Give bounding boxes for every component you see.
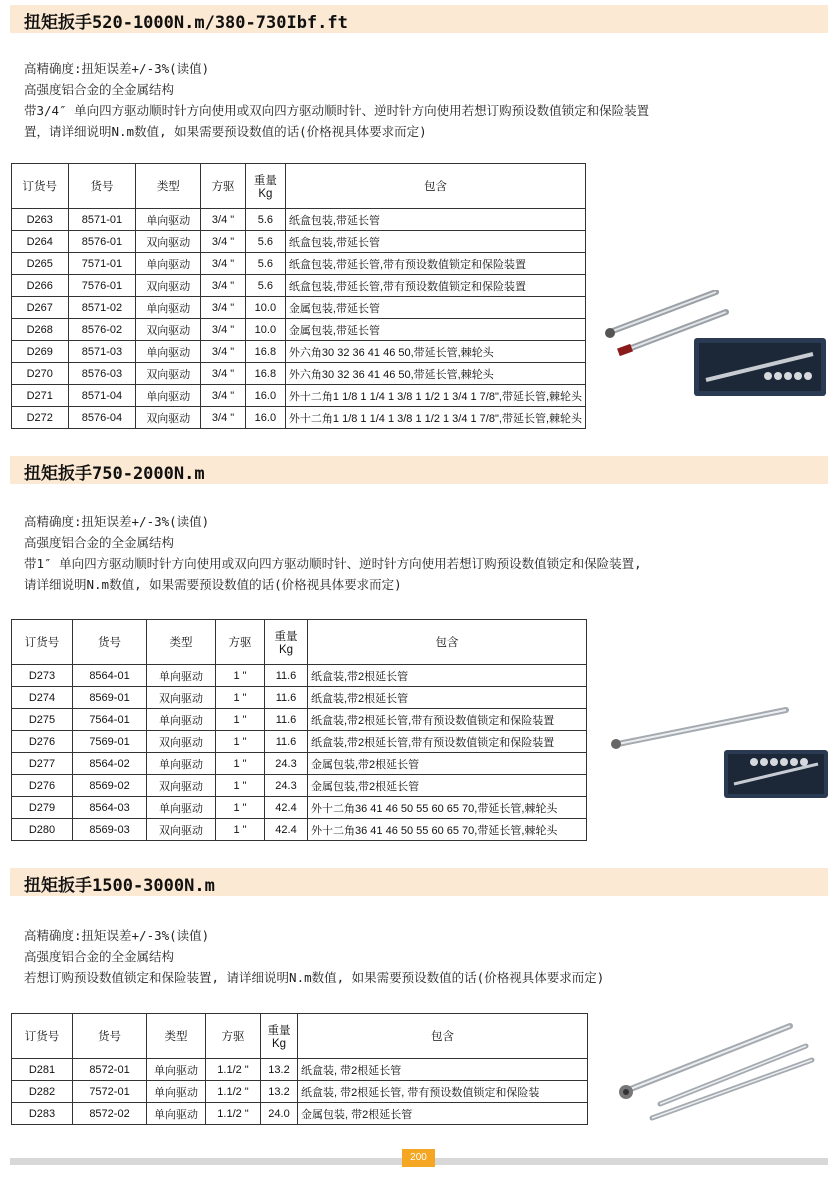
col-weight [245,164,285,209]
desc-line: 带3/4″ 单向四方驱动顺时针方向使用或双向四方驱动顺时针、逆时针方向使用若想订购预设数值锁定和保险装置 [24,103,650,118]
cell-drive: 3/4 " [201,385,246,407]
table-row [12,231,586,253]
wrench-long [611,710,786,749]
cell-code: 8564-01 [73,665,147,687]
section-header-1 [10,5,828,33]
table-row [12,819,587,841]
desc-line: 若想订购预设数值锁定和保险装置, 请详细说明N.m数值, 如果需要预设数值的话(价格视具体要求而定) [24,970,605,985]
table-row [12,1059,588,1081]
table-row [12,731,587,753]
cell-order: D276 [12,731,73,753]
section-title: 扭矩扳手750-2000N.m [24,464,205,484]
cell-type: 单向驱动 [136,297,201,319]
cell-type: 单向驱动 [147,753,216,775]
table-row [12,319,586,341]
cell-code: 8571-02 [68,297,136,319]
spec-table-2 [11,619,587,841]
desc-line: 请详细说明N.m数值, 如果需要预设数值的话(价格视具体要求而定) [24,577,402,592]
metal-case [694,338,826,396]
table-row [12,1081,588,1103]
cell-type: 双向驱动 [136,231,201,253]
cell-weight: 16.0 [245,385,285,407]
cell-pack: 外十二角36 41 46 50 55 60 65 70,带延长管,棘轮头 [308,819,587,841]
cell-code: 7576-01 [68,275,136,297]
cell-weight: 13.2 [261,1059,298,1081]
cell-weight: 11.6 [265,709,308,731]
cell-code: 8576-02 [68,319,136,341]
cell-type: 单向驱动 [147,1059,206,1081]
cell-order: D270 [12,363,69,385]
cell-drive: 3/4 " [201,209,246,231]
cell-weight: 24.0 [261,1103,298,1125]
section-description [24,511,642,595]
col-drive: 方驱 [216,620,265,665]
cell-order: D265 [12,253,69,275]
cell-weight: 16.8 [245,363,285,385]
cell-pack: 纸盒装,带2根延长管,带有预设数值锁定和保险装置 [308,731,587,753]
cell-weight: 5.6 [245,253,285,275]
col-drive: 方驱 [201,164,246,209]
cell-pack: 外十二角1 1/8 1 1/4 1 3/8 1 1/2 1 3/4 1 7/8",带延长管,棘轮头 [285,407,585,429]
cell-order: D283 [12,1103,73,1125]
col-type: 类型 [147,1014,206,1059]
cell-code: 8569-01 [73,687,147,709]
section-header-3 [10,868,828,896]
cell-pack: 金属包装,带2根延长管 [308,775,587,797]
cell-order: D279 [12,797,73,819]
weight-unit: Kg [278,644,294,656]
cell-order: D280 [12,819,73,841]
cell-drive: 1 " [216,687,265,709]
cell-pack: 外六角30 32 36 41 46 50,带延长管,棘轮头 [285,363,585,385]
cell-weight: 11.6 [265,731,308,753]
cell-drive: 3/4 " [201,363,246,385]
cell-code: 8576-04 [68,407,136,429]
weight-label: 重量 [267,1025,291,1037]
table-row [12,385,586,407]
col-code: 货号 [73,1014,147,1059]
cell-drive: 3/4 " [201,341,246,363]
cell-type: 单向驱动 [147,665,216,687]
cell-code: 8572-01 [73,1059,147,1081]
table-row [12,1103,588,1125]
cell-code: 8571-04 [68,385,136,407]
torque-wrench-1-5in-photo [610,1020,822,1124]
cell-drive: 1 " [216,665,265,687]
cell-type: 单向驱动 [136,209,201,231]
cell-code: 8564-02 [73,753,147,775]
cell-type: 双向驱动 [147,731,216,753]
torque-wrench-set-photo [598,290,830,400]
cell-pack: 外十二角36 41 46 50 55 60 65 70,带延长管,棘轮头 [308,797,587,819]
cell-weight: 11.6 [265,687,308,709]
table-row [12,363,586,385]
cell-type: 双向驱动 [136,319,201,341]
cell-type: 双向驱动 [147,687,216,709]
cell-pack: 外十二角1 1/8 1 1/4 1 3/8 1 1/2 1 3/4 1 7/8",带延长管,棘轮头 [285,385,585,407]
cell-type: 单向驱动 [147,709,216,731]
section-description [24,58,649,142]
cell-drive: 1 " [216,731,265,753]
desc-line: 高精确度:扭矩误差+/-3%(读值) [24,61,210,76]
cell-pack: 纸盒包装,带延长管 [285,231,585,253]
desc-line: 高强度铝合金的全金属结构 [24,535,175,550]
col-drive: 方驱 [206,1014,261,1059]
cell-order: D276 [12,775,73,797]
weight-label: 重量 [253,175,277,187]
cell-order: D269 [12,341,69,363]
table-row [12,709,587,731]
desc-line: 置，请详细说明N.m数值, 如果需要预设数值的话(价格视具体要求而定) [24,124,427,139]
spec-table-3 [11,1013,588,1125]
cell-drive: 3/4 " [201,407,246,429]
col-pack: 包含 [285,164,585,209]
cell-order: D277 [12,753,73,775]
cell-weight: 5.6 [245,231,285,253]
desc-line: 高强度铝合金的全金属结构 [24,949,175,964]
cell-drive: 1 " [216,819,265,841]
table-row [12,753,587,775]
cell-pack: 纸盒装,带2根延长管 [308,687,587,709]
cell-pack: 外六角30 32 36 41 46 50,带延长管,棘轮头 [285,341,585,363]
cell-order: D273 [12,665,73,687]
cell-type: 单向驱动 [136,385,201,407]
wrench-1 [605,292,716,338]
cell-type: 双向驱动 [136,407,201,429]
cell-order: D281 [12,1059,73,1081]
cell-drive: 3/4 " [201,253,246,275]
cell-pack: 金属包装,带延长管 [285,319,585,341]
table-row [12,253,586,275]
cell-type: 双向驱动 [147,819,216,841]
cell-code: 8571-01 [68,209,136,231]
col-weight [261,1014,298,1059]
table-row [12,407,586,429]
cell-order: D263 [12,209,69,231]
cell-type: 双向驱动 [136,275,201,297]
cell-code: 7564-01 [73,709,147,731]
cell-drive: 3/4 " [201,297,246,319]
col-pack: 包含 [298,1014,588,1059]
cell-order: D271 [12,385,69,407]
table-row [12,665,587,687]
col-weight [265,620,308,665]
cell-weight: 42.4 [265,797,308,819]
col-order: 订货号 [12,1014,73,1059]
cell-type: 双向驱动 [136,363,201,385]
cell-code: 8569-02 [73,775,147,797]
cell-drive: 1 " [216,709,265,731]
cell-pack: 纸盒装, 带2根延长管, 带有预设数值锁定和保险装 [298,1081,588,1103]
cell-order: D275 [12,709,73,731]
cell-pack: 金属包装, 带2根延长管 [298,1103,588,1125]
col-pack: 包含 [308,620,587,665]
table-header-row [12,164,586,209]
cell-weight: 11.6 [265,665,308,687]
cell-type: 单向驱动 [147,1081,206,1103]
section-description [24,925,604,988]
table-row [12,275,586,297]
cell-code: 8571-03 [68,341,136,363]
cell-drive: 1.1/2 " [206,1059,261,1081]
cell-code: 7572-01 [73,1081,147,1103]
table-row [12,797,587,819]
cell-pack: 金属包装,带延长管 [285,297,585,319]
cell-weight: 24.3 [265,753,308,775]
cell-weight: 16.8 [245,341,285,363]
cell-code: 7571-01 [68,253,136,275]
cell-pack: 纸盒装, 带2根延长管 [298,1059,588,1081]
cell-code: 8572-02 [73,1103,147,1125]
section-header-2 [10,456,828,484]
cell-drive: 1 " [216,775,265,797]
desc-line: 高精确度:扭矩误差+/-3%(读值) [24,928,210,943]
cell-order: D266 [12,275,69,297]
section-title: 扭矩扳手1500-3000N.m [24,876,215,896]
cell-code: 8576-01 [68,231,136,253]
cell-weight: 5.6 [245,275,285,297]
cell-type: 单向驱动 [147,797,216,819]
cell-code: 8564-03 [73,797,147,819]
cell-drive: 1.1/2 " [206,1081,261,1103]
cell-drive: 1.1/2 " [206,1103,261,1125]
cell-weight: 24.3 [265,775,308,797]
cell-drive: 3/4 " [201,275,246,297]
cell-drive: 3/4 " [201,231,246,253]
cell-code: 8569-03 [73,819,147,841]
cell-order: D282 [12,1081,73,1103]
col-order: 订货号 [12,164,69,209]
table-row [12,775,587,797]
cell-pack: 纸盒包装,带延长管,带有预设数值锁定和保险装置 [285,253,585,275]
table-row [12,687,587,709]
cell-weight: 5.6 [245,209,285,231]
col-type: 类型 [136,164,201,209]
cell-type: 单向驱动 [147,1103,206,1125]
cell-weight: 13.2 [261,1081,298,1103]
cell-code: 8576-03 [68,363,136,385]
table-header-row [12,620,587,665]
col-order: 订货号 [12,620,73,665]
desc-line: 高强度铝合金的全金属结构 [24,82,175,97]
cell-weight: 42.4 [265,819,308,841]
cell-pack: 纸盒装,带2根延长管 [308,665,587,687]
cell-pack: 纸盒包装,带延长管,带有预设数值锁定和保险装置 [285,275,585,297]
torque-wrench-1in-photo [604,704,830,800]
page-number: 200 [402,1149,435,1167]
cell-type: 双向驱动 [147,775,216,797]
weight-label: 重量 [274,631,298,643]
cell-weight: 16.0 [245,407,285,429]
cell-order: D272 [12,407,69,429]
table-row [12,341,586,363]
section-title: 扭矩扳手520-1000N.m/380-730Ibf.ft [24,13,348,33]
cell-pack: 纸盒包装,带延长管 [285,209,585,231]
cell-order: D264 [12,231,69,253]
spec-table-1 [11,163,586,429]
metal-case [724,750,828,798]
cell-drive: 1 " [216,753,265,775]
weight-unit: Kg [271,1038,287,1050]
col-code: 货号 [73,620,147,665]
cell-order: D267 [12,297,69,319]
cell-drive: 1 " [216,797,265,819]
col-type: 类型 [147,620,216,665]
cell-weight: 10.0 [245,319,285,341]
cell-order: D274 [12,687,73,709]
col-code: 货号 [68,164,136,209]
weight-unit: Kg [258,188,273,200]
desc-line: 高精确度:扭矩误差+/-3%(读值) [24,514,210,529]
cell-type: 单向驱动 [136,253,201,275]
cell-type: 单向驱动 [136,341,201,363]
table-row [12,209,586,231]
cell-pack: 金属包装,带2根延长管 [308,753,587,775]
cell-order: D268 [12,319,69,341]
cell-weight: 10.0 [245,297,285,319]
desc-line: 带1″ 单向四方驱动顺时针方向使用或双向四方驱动顺时针、逆时针方向使用若想订购预设数值锁定和保险装置, [24,556,642,571]
cell-drive: 3/4 " [201,319,246,341]
extension-bar-1 [660,1046,806,1104]
cell-pack: 纸盒装,带2根延长管,带有预设数值锁定和保险装置 [308,709,587,731]
table-row [12,297,586,319]
table-header-row [12,1014,588,1059]
cell-code: 7569-01 [73,731,147,753]
